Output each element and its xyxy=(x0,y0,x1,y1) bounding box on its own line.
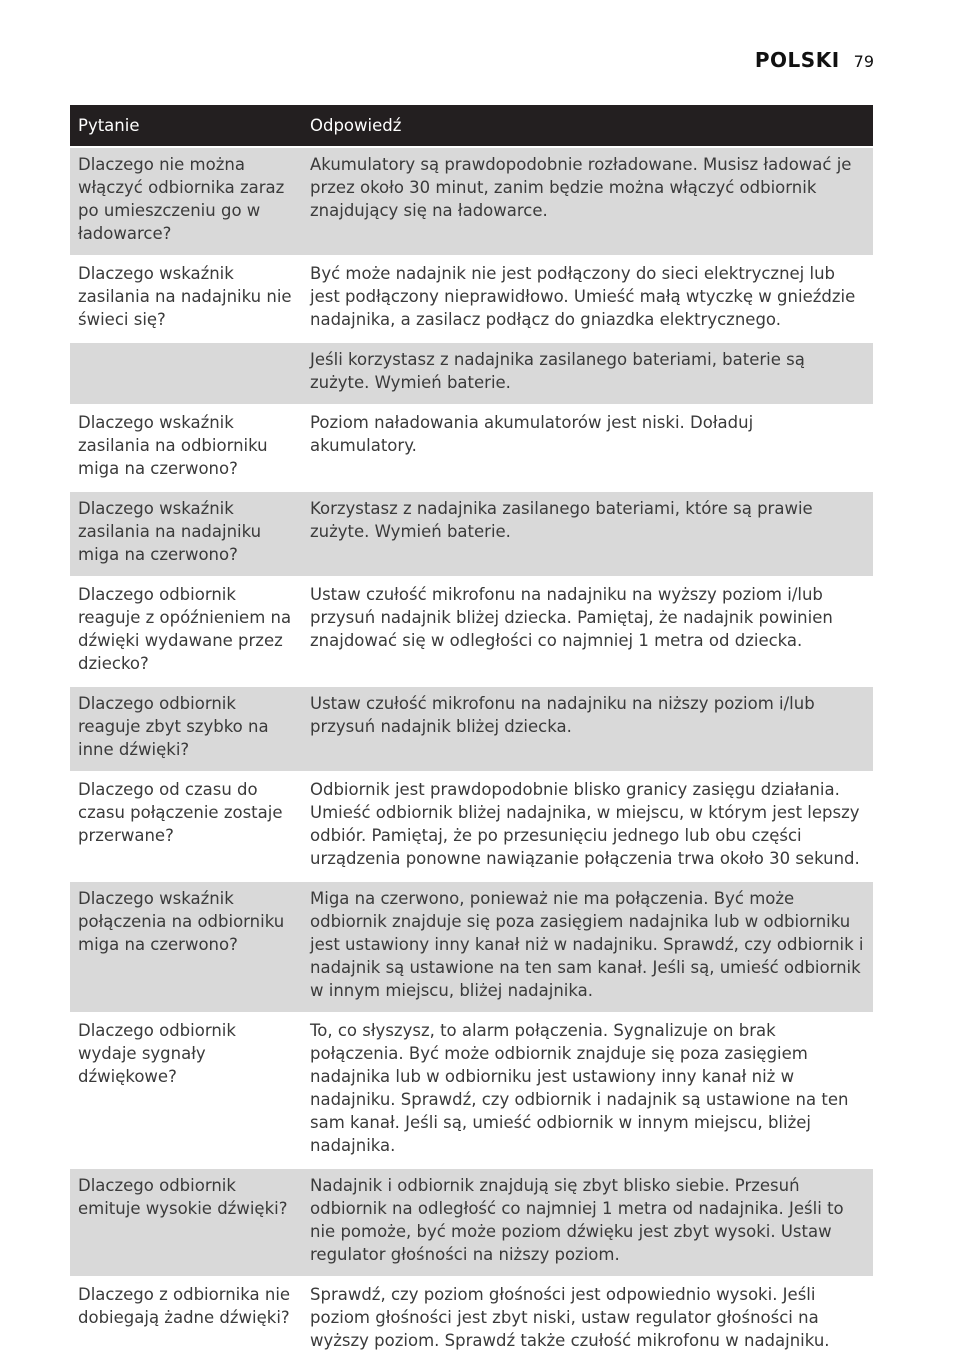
table-row xyxy=(70,1277,873,1362)
question-cell: Dlaczego wskaźnik zasilania na nadajniku miga na czerwono? xyxy=(70,491,302,577)
question-cell: Dlaczego odbiornik reaguje z opóźnieniem na dźwięki wydawane przez dziecko? xyxy=(70,577,302,686)
page-header xyxy=(755,48,874,72)
question-cell: Dlaczego wskaźnik połączenia na odbiorniku miga na czerwono? xyxy=(70,881,302,1013)
table-row xyxy=(70,256,873,342)
table-row xyxy=(70,772,873,881)
table-row xyxy=(70,342,873,405)
answer-cell: Ustaw czułość mikrofonu na nadajniku na niższy poziom i/lub przysuń nadajnik bliżej dziecka. xyxy=(302,686,873,772)
answer-cell: Odbiornik jest prawdopodobnie blisko granicy zasięgu działania. Umieść odbiornik bliżej nadajnika, w miejscu, w którym jest lepszy odbiór. Pamiętaj, że po przesunięciu jednego lub obu części urządzenia ponowne nawiązanie połączenia trwa około 30 sekund. xyxy=(302,772,873,881)
language-label: POLSKI xyxy=(754,48,840,72)
table-row xyxy=(70,491,873,577)
answer-cell: Miga na czerwono, ponieważ nie ma połączenia. Być może odbiornik znajduje się poza zasięgiem nadajnika lub w odbiorniku jest ustawiony inny kanał niż w nadajniku. Sprawdź, czy odbiornik i nadajnik są ustawione na ten sam kanał. Jeśli są, umieść odbiornik w innym miejscu, bliżej nadajnika. xyxy=(302,881,873,1013)
table-row xyxy=(70,577,873,686)
question-cell: Dlaczego wskaźnik zasilania na nadajniku nie świeci się? xyxy=(70,256,302,342)
question-cell xyxy=(70,342,302,405)
question-cell: Dlaczego od czasu do czasu połączenie zostaje przerwane? xyxy=(70,772,302,881)
table-header-row xyxy=(70,105,873,147)
answer-cell: Być może nadajnik nie jest podłączony do sieci elektrycznej lub jest podłączony nieprawidłowo. Umieść małą wtyczkę w gnieździe nadajnika, a zasilacz podłącz do gniazdka elektrycznego. xyxy=(302,256,873,342)
table-body xyxy=(70,147,873,1362)
question-cell: Dlaczego odbiornik reaguje zbyt szybko na inne dźwięki? xyxy=(70,686,302,772)
answer-cell: Nadajnik i odbiornik znajdują się zbyt blisko siebie. Przesuń odbiornik na odległość co najmniej 1 metra od nadajnika. Jeśli to nie pomoże, być może poziom dźwięku jest zbyt wysoki. Ustaw regulator głośności na niższy poziom. xyxy=(302,1168,873,1277)
table-row xyxy=(70,686,873,772)
column-header-answer: Odpowiedź xyxy=(302,105,873,147)
answer-cell: Akumulatory są prawdopodobnie rozładowane. Musisz ładować je przez około 30 minut, zanim będzie można włączyć odbiornik znajdujący się na ładowarce. xyxy=(302,147,873,256)
table-row xyxy=(70,1013,873,1168)
table-row xyxy=(70,405,873,491)
table-row xyxy=(70,881,873,1013)
troubleshooting-table xyxy=(70,105,873,1362)
answer-cell: To, co słyszysz, to alarm połączenia. Sygnalizuje on brak połączenia. Być może odbiornik znajduje się poza zasięgiem nadajnika lub w odbiorniku jest ustawiony inny kanał niż w nadajniku. Sprawdź, czy odbiornik i nadajnik są ustawione na ten sam kanał. Jeśli są, umieść odbiornik w innym miejscu, bliżej nadajnika. xyxy=(302,1013,873,1168)
question-cell: Dlaczego wskaźnik zasilania na odbiorniku miga na czerwono? xyxy=(70,405,302,491)
answer-cell: Ustaw czułość mikrofonu na nadajniku na wyższy poziom i/lub przysuń nadajnik bliżej dziecka. Pamiętaj, że nadajnik powinien znajdować się w odległości co najmniej 1 metra od dziecka. xyxy=(302,577,873,686)
question-cell: Dlaczego nie można włączyć odbiornika zaraz po umieszczeniu go w ładowarce? xyxy=(70,147,302,256)
column-header-question: Pytanie xyxy=(70,105,302,147)
table-row xyxy=(70,1168,873,1277)
question-cell: Dlaczego odbiornik wydaje sygnały dźwiękowe? xyxy=(70,1013,302,1168)
question-cell: Dlaczego z odbiornika nie dobiegają żadne dźwięki? xyxy=(70,1277,302,1362)
question-cell: Dlaczego odbiornik emituje wysokie dźwięki? xyxy=(70,1168,302,1277)
page-number: 79 xyxy=(853,52,874,71)
answer-cell: Jeśli korzystasz z nadajnika zasilanego bateriami, baterie są zużyte. Wymień baterie. xyxy=(302,342,873,405)
answer-cell: Poziom naładowania akumulatorów jest niski. Doładuj akumulatory. xyxy=(302,405,873,491)
table-row xyxy=(70,147,873,256)
answer-cell: Korzystasz z nadajnika zasilanego bateriami, które są prawie zużyte. Wymień baterie. xyxy=(302,491,873,577)
answer-cell: Sprawdź, czy poziom głośności jest odpowiednio wysoki. Jeśli poziom głośności jest zbyt niski, ustaw regulator głośności na wyższy poziom. Sprawdź także czułość mikrofonu w nadajniku. xyxy=(302,1277,873,1362)
